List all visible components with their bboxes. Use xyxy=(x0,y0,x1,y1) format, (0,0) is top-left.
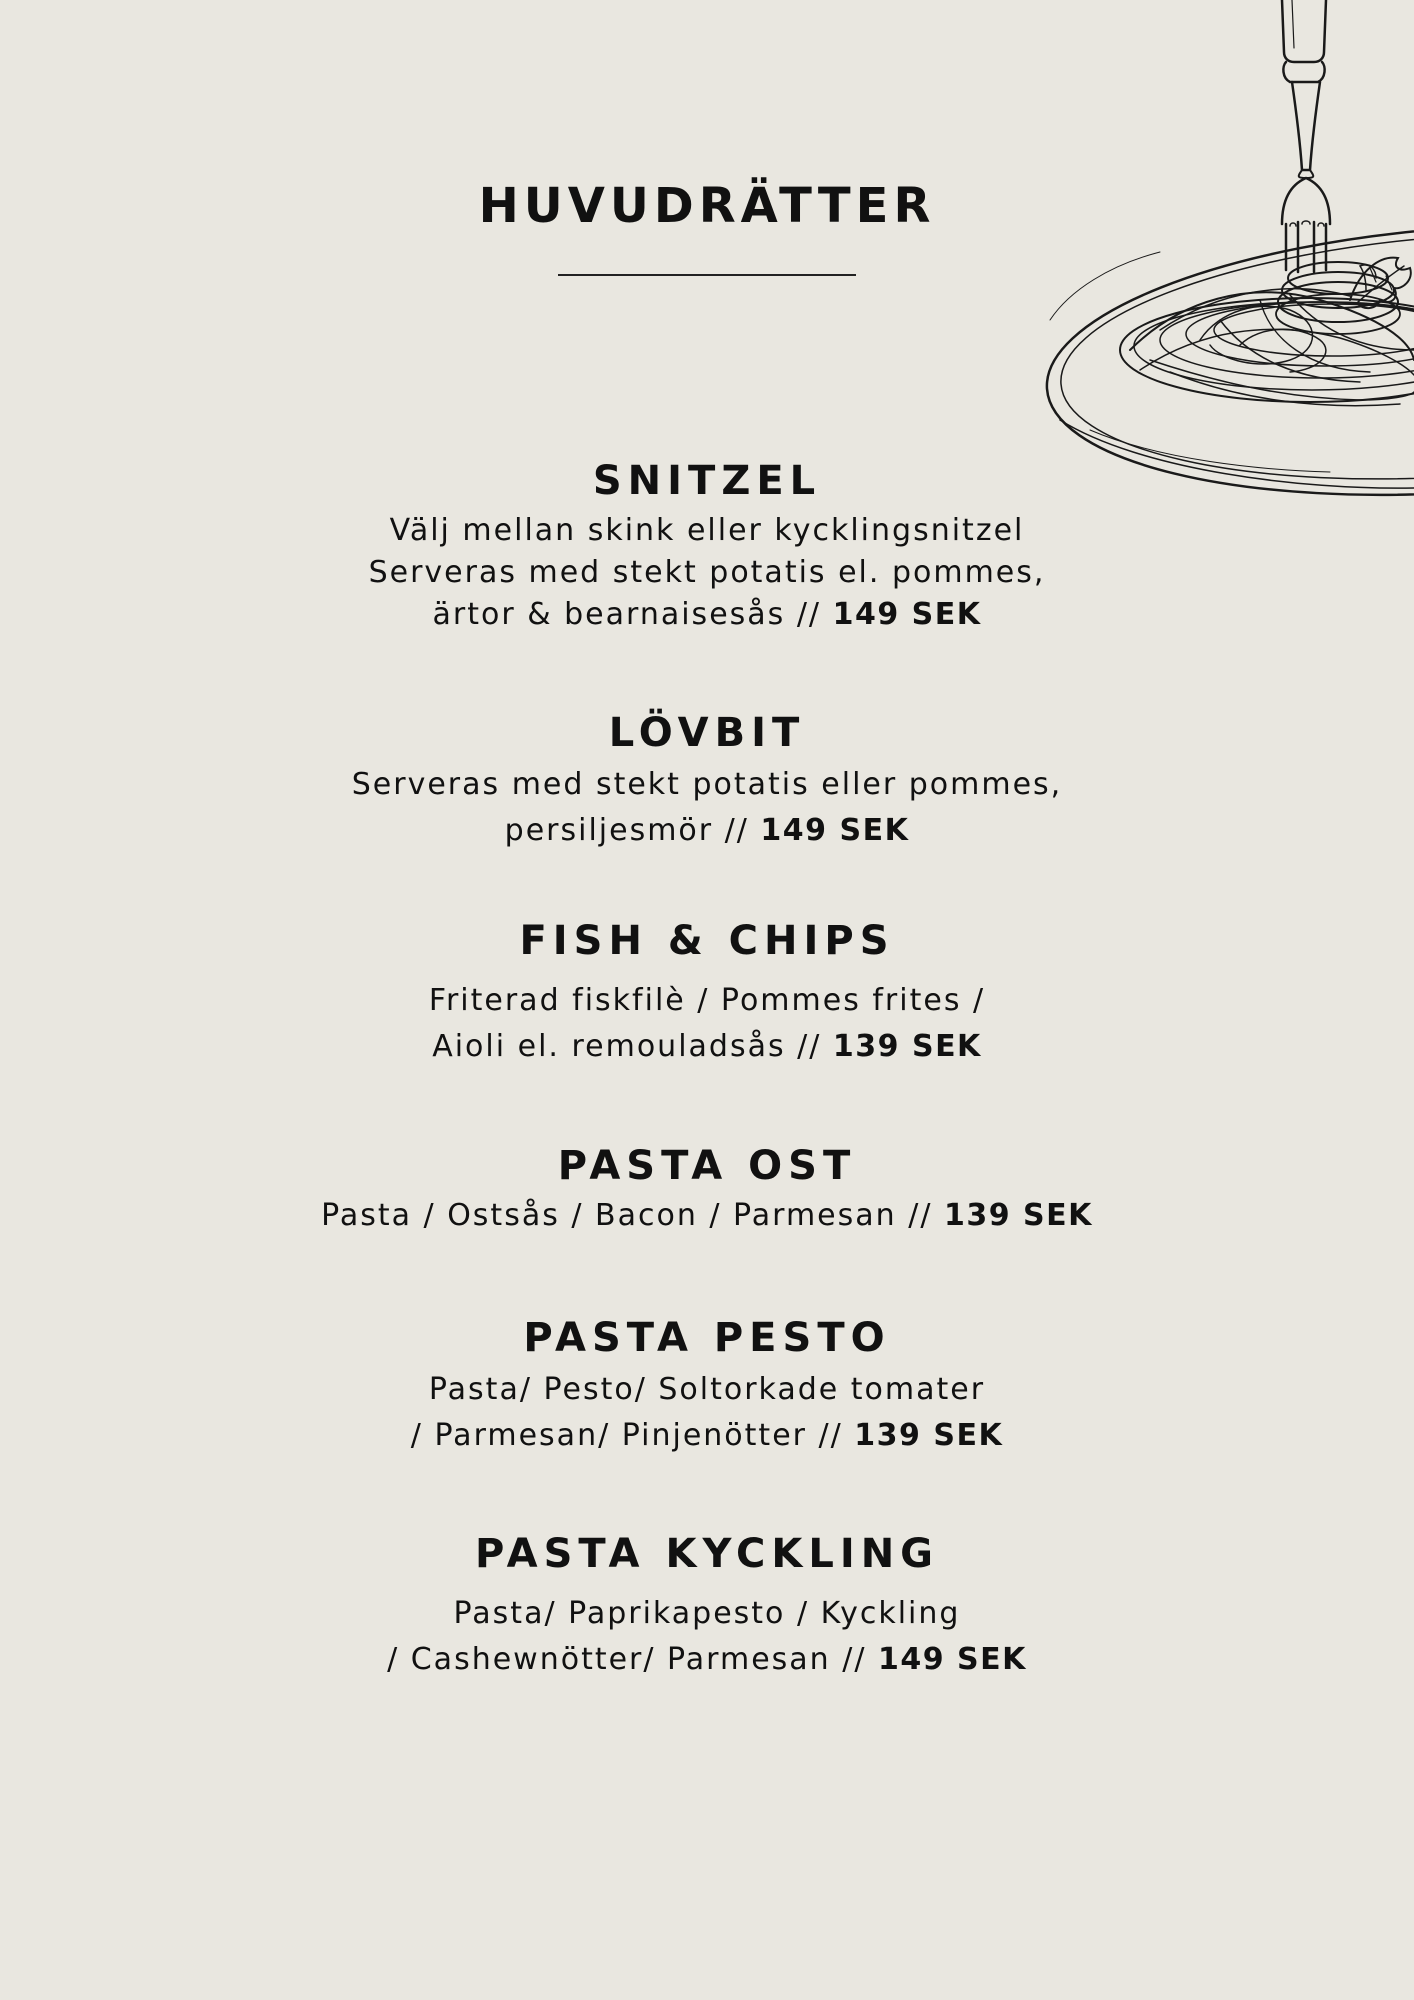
description-line xyxy=(0,1195,1414,1237)
price: 139 SEK xyxy=(832,1029,982,1064)
description-line xyxy=(0,1413,1414,1459)
price: 149 SEK xyxy=(877,1642,1027,1677)
description-line xyxy=(0,1024,1414,1070)
description-line xyxy=(0,808,1414,854)
description-line xyxy=(0,594,1414,636)
description-line xyxy=(0,978,1414,1024)
description-text: Aioli el. remouladsås // xyxy=(432,1029,833,1064)
description-line xyxy=(0,1637,1414,1683)
title-divider xyxy=(558,274,856,276)
price: 149 SEK xyxy=(760,813,910,848)
description-text: ärtor & bearnaisesås // xyxy=(432,597,833,632)
description-line xyxy=(0,762,1414,808)
description-text: persiljesmör // xyxy=(504,813,761,848)
description-text: Pasta / Ostsås / Bacon / Parmesan // xyxy=(321,1198,944,1233)
menu-item xyxy=(0,1531,1414,1683)
description-text: Friterad fiskfilè / Pommes frites / xyxy=(428,983,986,1018)
page-title: HUVUDRÄTTER xyxy=(478,178,936,234)
description-text: Serveras med stekt potatis el. pommes, xyxy=(368,555,1046,590)
description-text: Välj mellan skink eller kycklingsnitzel xyxy=(389,513,1025,548)
description-text: Serveras med stekt potatis eller pommes, xyxy=(351,767,1063,802)
description-text: / Parmesan/ Pinjenötter // xyxy=(410,1418,855,1453)
menu-item xyxy=(0,1315,1414,1459)
menu-item xyxy=(0,710,1414,854)
item-description xyxy=(0,978,1414,1070)
price: 149 SEK xyxy=(832,597,982,632)
price: 139 SEK xyxy=(854,1418,1004,1453)
description-line xyxy=(0,552,1414,594)
item-name: PASTA PESTO xyxy=(523,1315,891,1361)
item-name: LÖVBIT xyxy=(608,710,806,756)
description-line xyxy=(0,1591,1414,1637)
spaghetti-plate-with-fork-icon xyxy=(1020,0,1414,500)
menu-item xyxy=(0,458,1414,636)
item-description xyxy=(0,1591,1414,1683)
description-text: Pasta/ Pesto/ Soltorkade tomater xyxy=(428,1372,986,1407)
menu-item xyxy=(0,918,1414,1070)
item-name: SNITZEL xyxy=(592,458,822,504)
price: 139 SEK xyxy=(943,1198,1093,1233)
item-description xyxy=(0,1195,1414,1237)
description-line xyxy=(0,1367,1414,1413)
menu-item xyxy=(0,1143,1414,1237)
item-description xyxy=(0,1367,1414,1459)
item-name: PASTA OST xyxy=(557,1143,857,1189)
item-description xyxy=(0,762,1414,854)
item-name: FISH & CHIPS xyxy=(519,918,895,964)
description-text: / Cashewnötter/ Parmesan // xyxy=(387,1642,878,1677)
item-name: PASTA KYCKLING xyxy=(474,1531,940,1577)
description-line xyxy=(0,510,1414,552)
description-text: Pasta/ Paprikapesto / Kyckling xyxy=(453,1596,961,1631)
item-description xyxy=(0,510,1414,636)
